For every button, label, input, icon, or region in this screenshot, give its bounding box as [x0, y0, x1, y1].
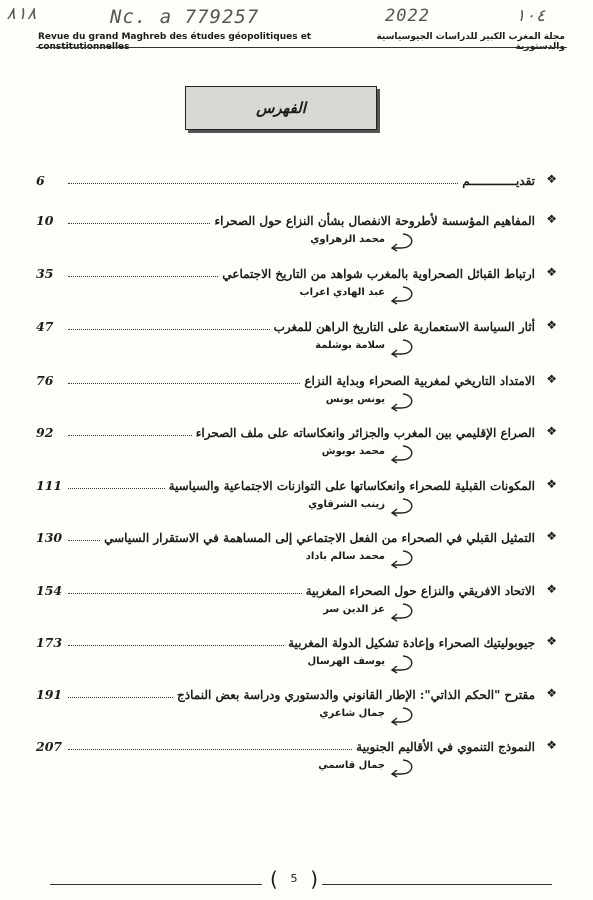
toc-author: عز الدين سر: [323, 604, 385, 615]
toc-dot-leader: [68, 488, 165, 489]
curved-arrow-icon: [389, 444, 417, 464]
toc-page-number: 207: [36, 739, 63, 754]
toc-page-number: 130: [36, 530, 63, 545]
toc-page-number: 76: [36, 373, 54, 388]
toc-entry: [36, 580, 557, 615]
diamond-bullet-icon: ❖: [546, 172, 557, 186]
handwritten-note-right: ١٠٤: [515, 6, 546, 26]
toc-author: محمد سالم باداد: [305, 551, 385, 562]
toc-entry: [36, 170, 557, 200]
toc-entry-title: المفاهيم المؤسسة لأطروحة الانفصال بشأن النزاع حول الصحراء: [214, 214, 535, 228]
toc-title-box: [185, 86, 377, 130]
toc-page-number: 154: [36, 583, 63, 598]
curved-arrow-icon: [389, 392, 417, 412]
journal-header: [38, 32, 565, 52]
toc-entry-title: الاتحاد الافريقي والنزاع حول الصحراء المغربية: [305, 584, 535, 598]
toc-dot-leader: [68, 383, 300, 384]
curved-arrow-icon: [389, 549, 417, 569]
curved-arrow-icon: [389, 338, 417, 358]
handwritten-reference: Nc. a 779257: [110, 6, 260, 28]
toc-dot-leader: [68, 329, 270, 330]
journal-title-fr: Revue du grand Maghreb des études géopolitiques et constitutionnelles: [38, 32, 312, 52]
curved-arrow-icon: [389, 285, 417, 305]
toc-dot-leader: [68, 749, 352, 750]
toc-author: عبد الهادي اعراب: [299, 287, 385, 298]
toc-dot-leader: [68, 593, 302, 594]
toc-entry: [36, 684, 557, 719]
diamond-bullet-icon: ❖: [546, 686, 557, 700]
curved-arrow-icon: [389, 706, 417, 726]
toc-page-number: 6: [36, 173, 45, 188]
toc-page-number: 35: [36, 266, 54, 281]
toc-entry: [36, 422, 557, 457]
curved-arrow-icon: [389, 497, 417, 517]
toc-entry-title: أثار السياسة الاستعمارية على التاريخ الراهن للمغرب: [273, 320, 535, 334]
toc-entry: [36, 316, 557, 351]
toc-entry-title: الامتداد التاريخي لمغربية الصحراء وبداية النزاع: [304, 374, 535, 388]
toc-entry: [36, 263, 557, 298]
handwritten-note-left: ٨١٨: [6, 4, 37, 24]
page-number: ( 5 ): [268, 872, 320, 885]
toc-author: يوسف الهرسال: [307, 656, 385, 667]
toc-page-number: 10: [36, 213, 54, 228]
diamond-bullet-icon: ❖: [546, 477, 557, 491]
curved-arrow-icon: [389, 232, 417, 252]
toc-entry-title: المكونات القبلية للصحراء وانعكاساتها على التوازنات الاجتماعية والسياسية: [168, 479, 535, 493]
toc-page-number: 111: [36, 478, 63, 493]
diamond-bullet-icon: ❖: [546, 372, 557, 386]
toc-entry: [36, 632, 557, 667]
toc-author: محمد بوبوش: [321, 446, 385, 457]
toc-dot-leader: [68, 697, 173, 698]
diamond-bullet-icon: ❖: [546, 265, 557, 279]
toc-entry: [36, 736, 557, 771]
toc-entry: [36, 370, 557, 405]
toc-author: زينب الشرقاوي: [308, 499, 385, 510]
toc-title: الفهرس: [256, 99, 306, 117]
toc-entry-title: التمثيل القبلي في الصحراء من الفعل الاجتماعي إلى المساهمة في الاستقرار السياسي: [104, 531, 535, 545]
toc-author: جمال قاسمي: [318, 760, 385, 771]
diamond-bullet-icon: ❖: [546, 318, 557, 332]
diamond-bullet-icon: ❖: [546, 424, 557, 438]
toc-dot-leader: [68, 183, 458, 184]
toc-page-number: 191: [36, 687, 63, 702]
curved-arrow-icon: [389, 654, 417, 674]
toc-entry-title: مقترح "الحكم الذاتي": الإطار القانوني والدستوري ودراسة بعض النماذج: [177, 688, 535, 702]
handwritten-year: 2022: [385, 6, 430, 26]
toc-entry: [36, 527, 557, 562]
diamond-bullet-icon: ❖: [546, 212, 557, 226]
toc-page-number: 173: [36, 635, 63, 650]
toc-author: محمد الزهراوي: [310, 234, 385, 245]
toc-page-number: 47: [36, 319, 54, 334]
toc-entry-title: النموذج التنموي في الأقاليم الجنوبية: [356, 740, 535, 754]
toc-entry: [36, 210, 557, 245]
toc-author: يونس يونس: [325, 394, 385, 405]
diamond-bullet-icon: ❖: [546, 738, 557, 752]
toc-dot-leader: [68, 276, 218, 277]
toc-entry-title: جيوبوليتيك الصحراء وإعادة تشكيل الدولة المغربية: [288, 636, 535, 650]
curved-arrow-icon: [389, 758, 417, 778]
header-rule: [36, 47, 567, 48]
toc-author: جمال شاعري: [319, 708, 385, 719]
toc-dot-leader: [68, 645, 284, 646]
toc-dot-leader: [68, 223, 210, 224]
toc-entry-title: ارتباط القبائل الصحراوية بالمغرب شواهد من التاريخ الاجتماعي: [222, 267, 535, 281]
footer-rule-left: [50, 884, 262, 885]
footer-rule-right: [322, 884, 552, 885]
diamond-bullet-icon: ❖: [546, 582, 557, 596]
toc-page-number: 92: [36, 425, 54, 440]
diamond-bullet-icon: ❖: [546, 529, 557, 543]
toc-entry-title: تقديـــــــــــــم: [462, 174, 535, 188]
journal-title-ar: مجلة المغرب الكبير للدراسات الجيوسياسية والدستورية: [376, 32, 565, 52]
diamond-bullet-icon: ❖: [546, 634, 557, 648]
toc-author: سلامة بوشلمة: [315, 340, 385, 351]
curved-arrow-icon: [389, 602, 417, 622]
toc-entry: [36, 475, 557, 510]
toc-dot-leader: [68, 540, 100, 541]
toc-dot-leader: [68, 435, 192, 436]
toc-entry-title: الصراع الإقليمي بين المغرب والجزائر وانعكاساته على ملف الصحراء: [195, 426, 535, 440]
